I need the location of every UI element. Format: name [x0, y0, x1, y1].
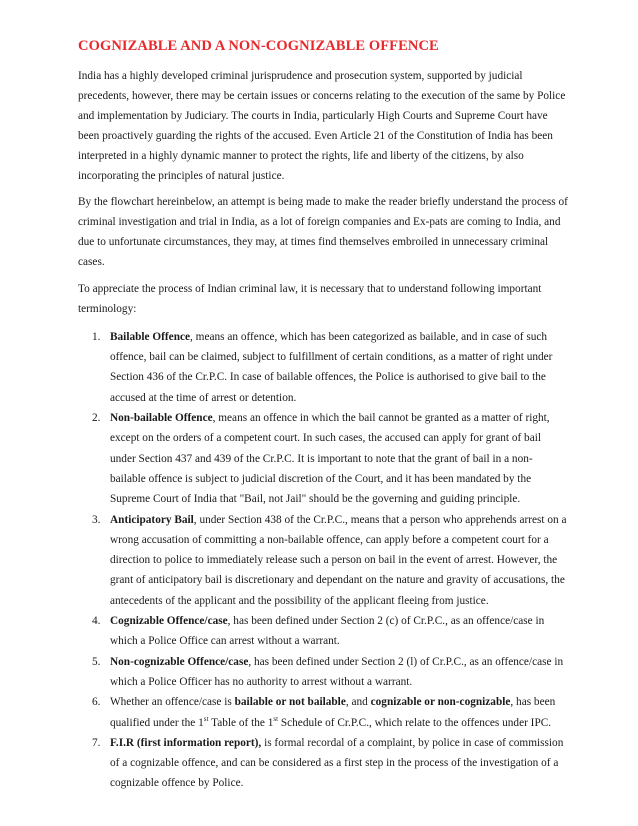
- terminology-list: [78, 327, 568, 794]
- term-non-cognizable-offence: Non-cognizable Offence/case: [110, 655, 249, 668]
- term-bailable-offence: Bailable Offence: [110, 330, 191, 343]
- paragraph-flowchart: By the flowchart hereinbelow, an attempt is being made to make the reader briefly understand the process of criminal investigation and trial in India, as a lot of foreign companies and Ex-pats are coming to India, and due to unfortunate circumstances, they may, at times find themselves embroiled in unnecessary criminal cases.: [78, 196, 568, 269]
- list-item: [78, 510, 568, 611]
- term-bailable-or-not: bailable or not bailable: [234, 696, 346, 709]
- definition-text: , under Section 438 of the Cr.P.C., means that a person who apprehends arrest on a wrong accusation of committing a non-bailable offence, can apply before a competent court for a direction to police to immediately release such a person on bail in the event of arrest. However, the grant of anticipatory bail is discretionary and dependant on the nature and gravity of accusations, the antecedents of the applicant and the possibility of the applicant fleeing from justice.: [110, 513, 567, 607]
- list-item: [78, 611, 568, 652]
- list-number: 6.: [92, 696, 101, 709]
- list-item: [78, 327, 568, 408]
- term-anticipatory-bail: Anticipatory Bail: [110, 513, 194, 526]
- list-number: 7.: [92, 736, 101, 749]
- list-number: 1.: [92, 330, 101, 343]
- definition-text: , has been defined under Section 2 (l) of Cr.P.C., as an offence/case in which a Police Officer has no authority to arrest without a warrant.: [110, 655, 564, 688]
- document-title: COGNIZABLE AND A NON-COGNIZABLE OFFENCE: [78, 38, 439, 54]
- list-item: [78, 692, 568, 733]
- definition-text: , has been qualified under the 1: [110, 696, 556, 729]
- list-item: [78, 652, 568, 693]
- definition-text: Schedule of Cr.P.C., which relate to the offences under IPC.: [278, 716, 552, 729]
- definition-text: is formal recordal of a complaint, by police in case of commission of a cognizable offence, and can be considered as a first step in the process of the investigation of a cognizable offence by Police.: [110, 736, 564, 790]
- definition-text: , means an offence, which has been categorized as bailable, and in case of such offence, bail can be claimed, subject to fulfillment of certain conditions, as a matter of right under Section 436 of the Cr.P.C. In case of bailable offences, the Police is authorised to give bail to the accused at the time of arrest or detention.: [110, 330, 553, 404]
- list-item: [78, 408, 568, 509]
- ordinal-suffix: st: [273, 714, 279, 723]
- definition-text: , and: [345, 696, 371, 709]
- term-fir: F.I.R: [110, 736, 135, 749]
- list-number: 3.: [92, 513, 101, 526]
- list-item: [78, 733, 568, 794]
- ordinal-suffix: st: [203, 714, 209, 723]
- list-number: 4.: [92, 615, 101, 628]
- definition-text: , means an offence in which the bail cannot be granted as a matter of right, except on the orders of a competent court. In such cases, the accused can apply for grant of bail under Section 437 and 439 of the Cr.P.C. It is important to note that the grant of bail in a non-bailable offence is subject to judicial discretion of the Court, and it has been mandated by the Supreme Court of India that "Bail, not Jail" should be the governing and guiding principle.: [110, 412, 550, 506]
- list-number: 2.: [92, 412, 101, 425]
- document-page: [78, 38, 568, 794]
- term-cognizable-or-non: cognizable or non-cognizable: [370, 696, 511, 709]
- definition-text: , has been defined under Section 2 (c) of Cr.P.C., as an offence/case in which a Police Office can arrest without a warrant.: [110, 615, 545, 648]
- term-non-bailable-offence: Non-bailable Offence: [110, 412, 213, 425]
- definition-text: Table of the 1: [208, 716, 274, 729]
- paragraph-intro: India has a highly developed criminal jurisprudence and prosecution system, supported by judicial precedents, however, there may be certain issues or concerns relating to the execution of the same by Police and implementation by Judiciary. The courts in India, particularly High Courts and Supreme Court have been proactively guarding the rights of the accused. Even Article 21 of the Constitution of India has been interpreted in a highly dynamic manner to protect the rights, life and liberty of the citizens, by also incorporating the principles of natural justice.: [78, 70, 566, 182]
- definition-text: Whether an offence/case is: [110, 696, 235, 709]
- term-fir-expansion: (first information report),: [134, 736, 262, 749]
- term-cognizable-offence: Cognizable Offence/case: [110, 615, 228, 628]
- list-number: 5.: [92, 655, 101, 668]
- paragraph-terminology: To appreciate the process of Indian criminal law, it is necessary that to understand following important terminology:: [78, 283, 542, 315]
